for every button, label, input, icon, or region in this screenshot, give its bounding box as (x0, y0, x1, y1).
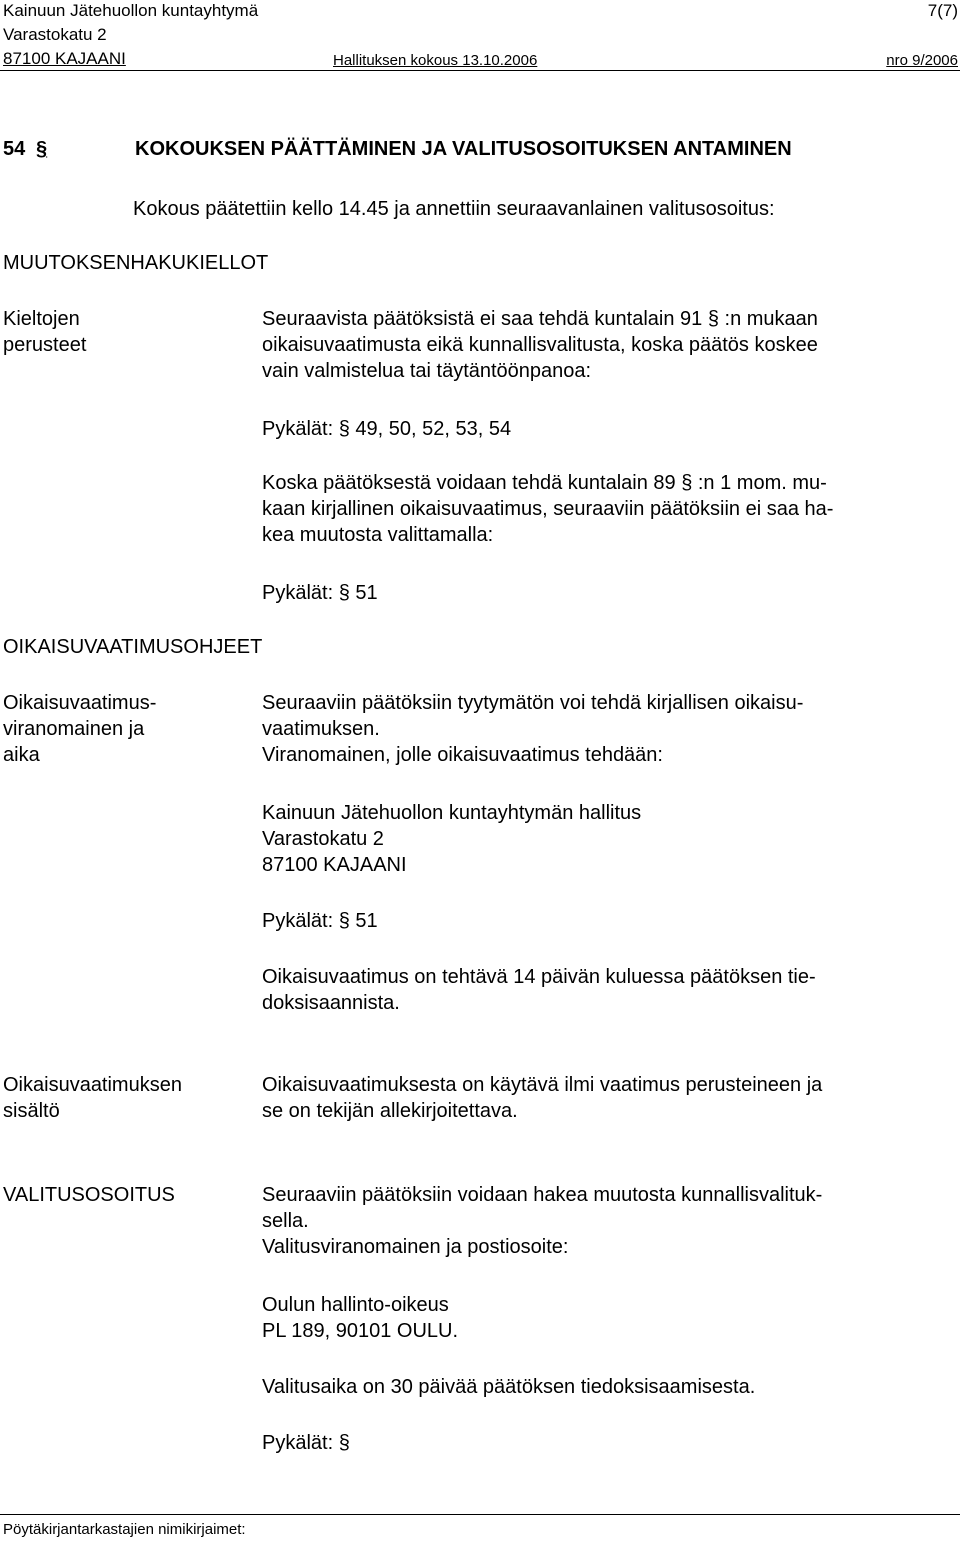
header-org: Kainuun Jätehuollon kuntayhtymä (3, 1, 259, 20)
label-line: sisältö (3, 1100, 60, 1122)
header-meeting: Hallituksen kokous 13.10.2006 (333, 52, 538, 69)
pykalat-oikaisu: Pykälät: § 51 (262, 910, 378, 932)
header-page-number (880, 0, 958, 22)
text-line: doksisaannista. (262, 992, 400, 1014)
oikaisu-address (262, 800, 641, 878)
address-line: PL 189, 90101 OULU. (262, 1320, 459, 1342)
address-line: Kainuun Jätehuollon kuntayhtymän hallitus (262, 802, 642, 824)
text-line: sella. (262, 1210, 309, 1232)
text-line: se on tekijän allekirjoitettava. (262, 1100, 518, 1122)
text-line: Seuraaviin päätöksiin tyytymätön voi tehdä kirjallisen oikaisu- (262, 692, 804, 714)
para-oikaisu-1 (262, 690, 803, 768)
label-sisalto (3, 1072, 182, 1124)
issue-number-text: nro 9/2006 (886, 52, 958, 69)
section-symbol: § (36, 138, 48, 160)
text-line: oikaisuvaatimusta eikä kunnallisvalitusta, koska päätös koskee (262, 334, 818, 356)
address-line: Varastokatu 2 (262, 828, 384, 850)
text-line: Seuraaviin päätöksiin voidaan hakea muutosta kunnallisvalituk- (262, 1184, 823, 1206)
address-line: 87100 KAJAANI (262, 854, 407, 876)
para-kiellot-2 (262, 470, 833, 548)
label-line: Oikaisuvaatimuksen (3, 1074, 182, 1096)
pykalat-valitus: Pykälät: § (262, 1432, 350, 1454)
label-line: aika (3, 744, 40, 766)
header-underline (0, 70, 960, 71)
section-intro: Kokous päätettiin kello 14.45 ja annettiin seuraavanlainen valitusosoitus: (133, 198, 775, 220)
page-number-text: 7(7) (927, 1, 958, 20)
section-title: KOKOUKSEN PÄÄTTÄMINEN JA VALITUSOSOITUKSEN ANTAMINEN (135, 138, 792, 160)
label-line: viranomainen ja (3, 718, 145, 740)
heading-valitusosoitus: VALITUSOSOITUS (3, 1184, 175, 1206)
para-kiellot-1 (262, 306, 818, 384)
pykalat-kiellot-1: Pykälät: § 49, 50, 52, 53, 54 (262, 418, 512, 440)
para-valitus-1 (262, 1182, 822, 1260)
text-line: Valitusviranomainen ja postiosoite: (262, 1236, 569, 1258)
valitus-address (262, 1292, 458, 1344)
header-street: Varastokatu 2 (3, 25, 107, 44)
text-line: Oikaisuvaatimus on tehtävä 14 päivän kuluessa päätöksen tie- (262, 966, 816, 988)
footer-signatures: Pöytäkirjantarkastajien nimikirjaimet: (3, 1521, 246, 1538)
oikaisu-deadline (262, 964, 816, 1016)
label-line: Oikaisuvaatimus- (3, 692, 157, 714)
sisalto-text (262, 1072, 822, 1124)
valitus-deadline: Valitusaika on 30 päivää päätöksen tiedoksisaamisesta. (262, 1376, 756, 1398)
pykalat-kiellot-2: Pykälät: § 51 (262, 582, 378, 604)
text-line: vaatimuksen. (262, 718, 380, 740)
text-line: kea muutosta valittamalla: (262, 524, 494, 546)
label-line: Kieltojen (3, 308, 80, 330)
section-number: 54 (3, 138, 26, 160)
address-line: Oulun hallinto-oikeus (262, 1294, 449, 1316)
label-line: perusteet (3, 334, 87, 356)
text-line: kaan kirjallinen oikaisuvaatimus, seuraaviin päätöksiin ei saa ha- (262, 498, 834, 520)
heading-oikaisuvaatimusohjeet: OIKAISUVAATIMUSOHJEET (3, 636, 263, 658)
label-kieltojen-perusteet (3, 306, 86, 358)
text-line: Viranomainen, jolle oikaisuvaatimus tehdään: (262, 744, 663, 766)
heading-muutoksenhakukiellot: MUUTOKSENHAKUKIELLOT (3, 252, 269, 274)
text-line: Seuraavista päätöksistä ei saa tehdä kuntalain 91 § :n mukaan (262, 308, 818, 330)
header-city: 87100 KAJAANI (3, 49, 126, 68)
footer-rule (0, 1514, 960, 1515)
text-line: vain valmistelua tai täytäntöönpanoa: (262, 360, 592, 382)
text-line: Koska päätöksestä voidaan tehdä kuntalain 89 § :n 1 mom. mu- (262, 472, 827, 494)
text-line: Oikaisuvaatimuksesta on käytävä ilmi vaatimus perusteineen ja (262, 1074, 823, 1096)
header-issue-number (820, 51, 958, 70)
label-viranomainen-aika (3, 690, 156, 768)
